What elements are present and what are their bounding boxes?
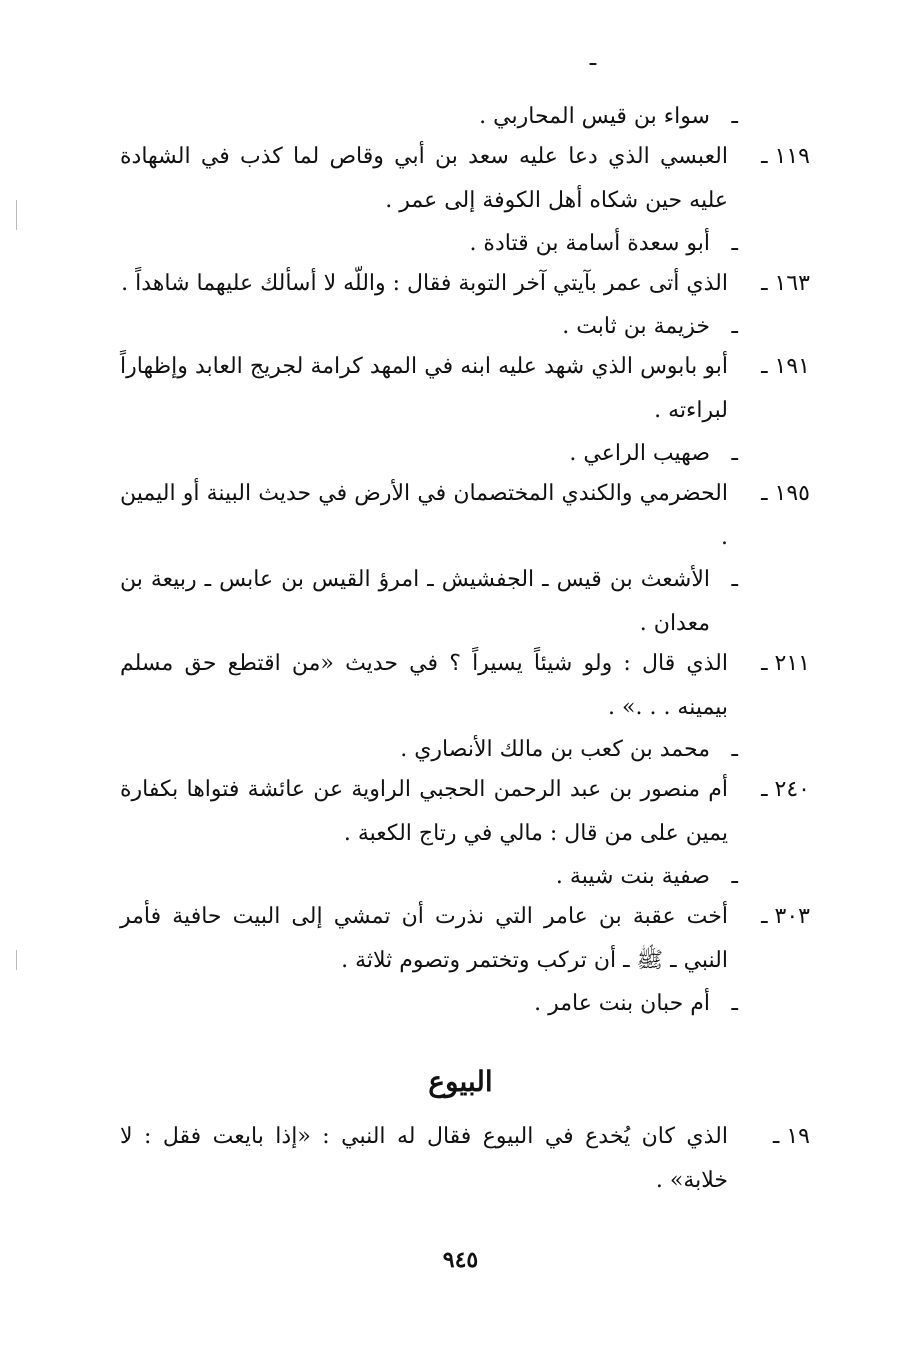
- sub-entry: [120, 982, 810, 1026]
- sub-entry-text: خزيمة بن ثابت .: [562, 314, 710, 339]
- scan-edge-mark: [16, 200, 17, 230]
- bullet-dash: ـ: [731, 104, 738, 129]
- entry-text: الذي قال : ولو شيئاً يسيراً ؟ في حديث «من اقتطع حق مسلم بيمينه . . .» .: [120, 651, 728, 720]
- numbered-entry: [120, 345, 810, 433]
- numbered-entry: [120, 472, 810, 560]
- bullet-dash: ـ: [731, 567, 738, 592]
- bullet-dash: ـ: [731, 314, 738, 339]
- entry-number: ٢١١ ـ: [761, 651, 810, 676]
- sub-entry-text: سواء بن قيس المحاربي .: [479, 104, 710, 129]
- sub-entry: [120, 728, 810, 772]
- numbered-entry: [120, 768, 810, 856]
- numbered-entry: [120, 135, 810, 223]
- entry-text: أخت عقبة بن عامر التي نذرت أن تمشي إلى البيت حافية فأمر النبي ـ ﷺ ـ أن تركب وتختمر وتصوم ثلاثة .: [120, 904, 728, 973]
- entry-number: ١٩ ـ: [772, 1124, 810, 1149]
- page-number: ٩٤٥: [442, 1247, 479, 1273]
- sub-entry: [120, 432, 810, 476]
- scan-edge-mark: [16, 950, 17, 970]
- sub-entry: [120, 222, 810, 266]
- entry-text: الذي أتى عمر بآيتي آخر التوبة فقال : واللّه لا أسألك عليهما شاهداً .: [121, 271, 728, 296]
- entry-number: ١٩١ ـ: [761, 354, 810, 379]
- bullet-dash: ـ: [731, 231, 738, 256]
- sub-entry-text: الأشعث بن قيس ـ الجفشيش ـ امرؤ القيس بن عابس ـ ربيعة بن معدان .: [120, 567, 710, 636]
- sub-entry: [120, 558, 810, 646]
- bullet-dash: ـ: [731, 737, 738, 762]
- entry-number: ١١٩ ـ: [761, 144, 810, 169]
- numbered-entry: [120, 1115, 810, 1203]
- bullet-dash: ـ: [731, 441, 738, 466]
- entry-text: الحضرمي والكندي المختصمان في الأرض في حديث البينة أو اليمين .: [120, 481, 728, 550]
- sub-entry-text: صفية بنت شيبة .: [555, 864, 710, 889]
- section-title: البيوع: [428, 1065, 493, 1098]
- entry-number: ٢٤٠ ـ: [761, 777, 810, 802]
- sub-entry-text: صهيب الراعي .: [569, 441, 710, 466]
- bullet-dash: ـ: [731, 991, 738, 1016]
- numbered-entry: [120, 895, 810, 983]
- numbered-entry: [120, 642, 810, 730]
- entry-text: أبو بابوس الذي شهد عليه ابنه في المهد كرامة لجريج العابد وإظهاراً لبراءته .: [120, 354, 728, 423]
- header-mark: ـ: [589, 46, 597, 71]
- sub-entry-text: محمد بن كعب بن مالك الأنصاري .: [400, 737, 710, 762]
- entry-text: العبسي الذي دعا عليه سعد بن أبي وقاص لما كذب في الشهادة عليه حين شكاه أهل الكوفة إلى عمر .: [120, 144, 728, 213]
- entry-number: ١٩٥ ـ: [761, 481, 810, 506]
- sub-entry: [120, 95, 810, 139]
- bullet-dash: ـ: [731, 864, 738, 889]
- entry-number: ١٦٣ ـ: [761, 271, 810, 296]
- entry-text: الذي كان يُخدع في البيوع فقال له النبي : «إذا بايعت فقل : لا خلابة» .: [120, 1124, 728, 1193]
- entry-number: ٣٠٣ ـ: [761, 904, 810, 929]
- sub-entry-text: أم حبان بنت عامر .: [534, 991, 710, 1016]
- sub-entry: [120, 855, 810, 899]
- sub-entry-text: أبو سعدة أسامة بن قتادة .: [469, 231, 710, 256]
- entry-text: أم منصور بن عبد الرحمن الحجبي الراوية عن عائشة فتواها بكفارة يمين على من قال : مالي في رتاج الكعبة .: [120, 777, 728, 846]
- sub-entry: [120, 305, 810, 349]
- numbered-entry: [120, 262, 810, 306]
